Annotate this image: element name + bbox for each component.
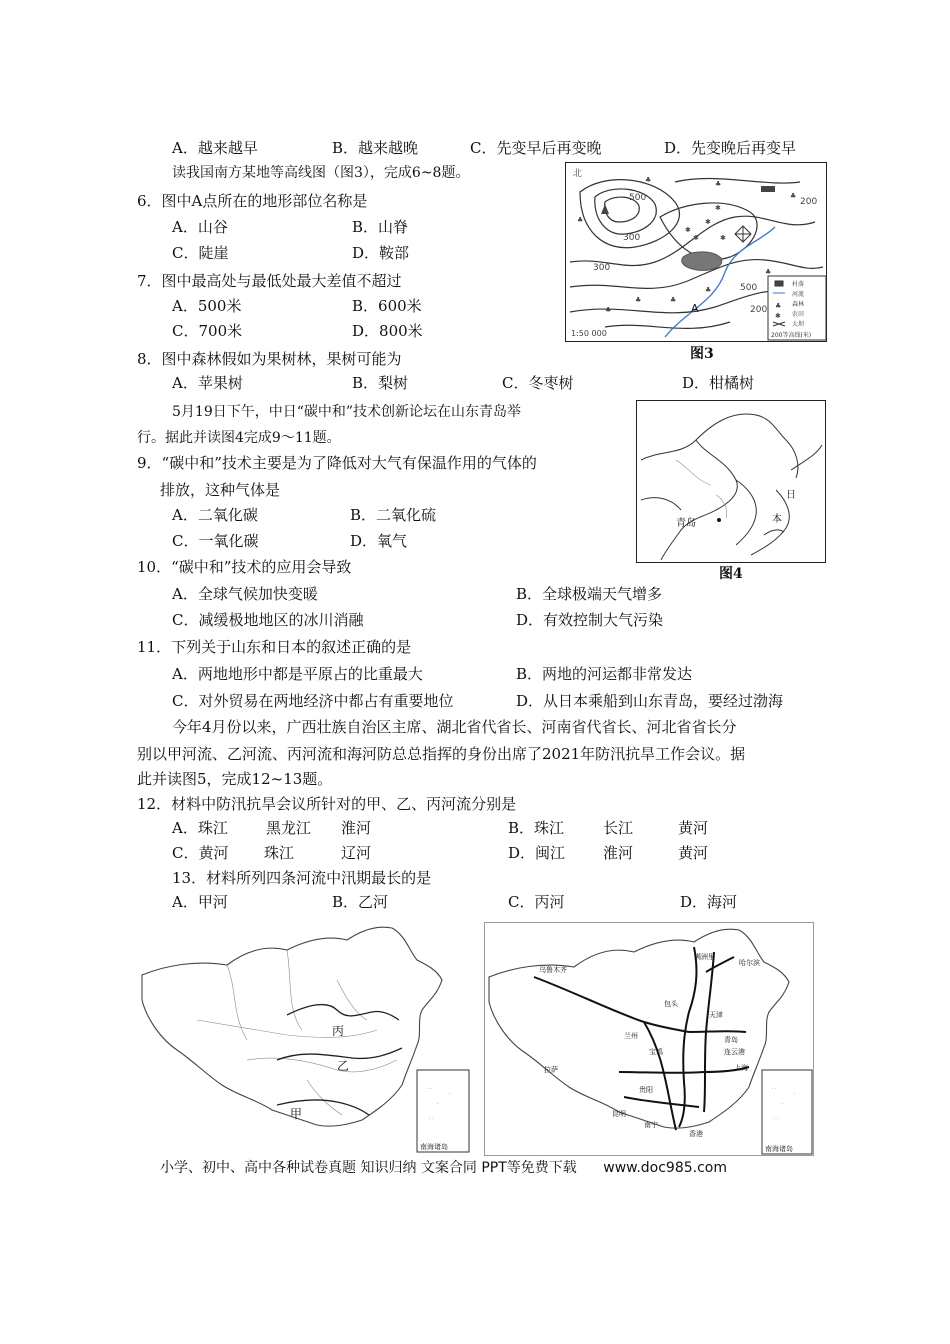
city-guiyang: 贵阳 [639,1086,653,1094]
city-lanzhou: 兰州 [624,1032,638,1040]
city-manzhouli: 满洲里 [694,953,715,961]
q11-option-c: C．对外贸易在两地经济中都占有重要地位 [172,692,454,710]
legend-dam: 大坝 [792,321,805,328]
legend-river: 河流 [792,291,805,298]
q12-option-d-2: 淮河 [603,844,634,862]
svg-text:♣: ♣ [775,302,782,310]
svg-text:♣: ♣ [577,216,584,224]
contour-label-500a: 500 [629,193,647,203]
svg-text:· ·: · · [772,1086,777,1092]
svg-text:♣: ♣ [715,180,722,188]
figure-3-caption: 图3 [690,346,714,362]
figure-3-contour-map [565,162,827,342]
q13-option-b: B．乙河 [332,893,389,911]
figure-4-map [636,400,826,563]
q7-option-c: C．700米 [172,322,243,340]
q7-option-d: D．800米 [352,322,423,340]
q9-option-c: C．一氧化碳 [172,532,259,550]
q7-stem: 7．图中最高处与最低处最大差值不超过 [137,272,402,290]
q13-stem: 13．材料所列四条河流中汛期最长的是 [172,869,432,887]
svg-text:·: · [782,1101,784,1107]
q12-option-b-1: B．珠江 [508,819,565,837]
city-urumqi: 乌鲁木齐 [539,966,567,974]
contour-label-200a: 200 [750,305,768,315]
q12-option-d-3: 黄河 [678,844,709,862]
q6-stem: 6．图中A点所在的地形部位名称是 [137,192,368,210]
q11-stem: 11．下列关于山东和日本的叙述正确的是 [137,638,412,656]
q12-option-b-2: 长江 [603,819,634,837]
left-inset-label: 南海诸岛 [420,1143,448,1151]
q11-option-b: B．两地的河运都非常发达 [516,665,693,683]
svg-text:♣: ♣ [605,306,612,314]
city-hongkong: 香港 [689,1130,703,1138]
svg-text:♣: ♣ [705,286,712,294]
figure-4-caption: 图4 [719,566,743,582]
svg-text:♣: ♣ [635,296,642,304]
q8-stem: 8．图中森林假如为果树林，果树可能为 [137,350,402,368]
svg-text:♣: ♣ [645,176,652,184]
q11-option-a: A．两地地形中都是平原占的比重最大 [172,665,423,683]
svg-text:✱: ✱ [693,234,699,242]
point-a-label: A [691,302,699,315]
city-baoji: 宝鸡 [649,1048,663,1056]
q9-stem-line2: 排放，这种气体是 [160,481,281,499]
figure-5-railways-map [484,922,814,1156]
q5-option-b: B．越来越晚 [332,139,419,157]
q13-option-c: C．丙河 [508,893,565,911]
svg-text:·: · [449,1091,451,1097]
q12-option-a-3: 淮河 [341,819,372,837]
svg-text:·: · [794,1091,796,1097]
city-lhasa: 拉萨 [544,1066,558,1074]
legend-village: 村落 [792,281,805,288]
q8-option-a: A．苹果树 [172,374,243,392]
contour-label-300b: 300 [593,263,611,273]
label-qingdao: 青岛 [676,518,696,529]
q8-option-d: D．柑橘树 [682,374,755,392]
label-japan-ri: 日 [786,490,796,501]
svg-text:· ·: · · [429,1116,434,1122]
contour-label-200b: 200 [800,197,818,207]
svg-text:♣: ♣ [790,192,797,200]
contour-label-300a: 300 [623,233,641,243]
city-nanning: 南宁 [644,1121,658,1129]
contour-label-500b: 500 [740,283,758,293]
intro-9-11-line1: 5月19日下午，中日“碳中和”技术创新论坛在山东青岛举 [172,404,522,420]
svg-text:·: · [437,1101,439,1107]
svg-text:✱: ✱ [775,312,781,320]
city-kunming: 昆明 [612,1110,626,1118]
intro-12-13-line2: 别以甲河流、乙河流、丙河流和海河防总总指挥的身份出席了2021年防汛抗旱工作会议。据 [137,745,746,763]
intro-9-11-line2: 行。据此并读图4完成9～11题。 [137,430,341,446]
legend-contour: 200等高线(米) [771,332,812,339]
q9-option-a: A．二氧化碳 [172,506,258,524]
q8-option-b: B．梨树 [352,374,409,392]
right-inset-label: 南海诸岛 [765,1145,793,1153]
figure-3-scale: 1:50 000 [571,329,607,338]
q10-option-a: A．全球气候加快变暖 [172,585,318,603]
figure-5-rivers-map [137,920,472,1156]
figure-3-north-arrow: 北 [573,169,583,179]
legend-forest: 森林 [792,301,805,308]
q7-option-a: A．500米 [172,297,242,315]
q12-option-c-2: 珠江 [264,844,295,862]
intro-6-8: 读我国南方某地等高线图（图3），完成6~8题。 [172,165,470,181]
q9-stem-line1: 9．“碳中和”技术主要是为了降低对大气有保温作用的气体的 [137,454,537,472]
svg-text:✱: ✱ [720,234,726,242]
city-baotou: 包头 [664,1000,678,1008]
page-footer [160,1157,727,1177]
svg-text:· ·: · · [427,1086,432,1092]
q5-option-a: A．越来越早 [172,139,258,157]
q12-option-c-1: C．黄河 [172,844,229,862]
q12-option-a-2: 黑龙江 [266,819,312,837]
q12-stem: 12．材料中防汛抗旱会议所针对的甲、乙、丙河流分别是 [137,795,517,813]
q12-option-a-1: A．珠江 [172,819,228,837]
q12-option-c-3: 辽河 [341,844,372,862]
footer-url[interactable]: www.doc985.com [603,1160,727,1176]
svg-text:✱: ✱ [715,204,721,212]
river-label-bing: 丙 [332,1024,345,1038]
svg-text:· ·: · · [774,1116,779,1122]
q6-option-b: B．山脊 [352,218,409,236]
q10-stem: 10．“碳中和”技术的应用会导致 [137,558,352,576]
q13-option-a: A．甲河 [172,893,228,911]
q10-option-d: D．有效控制大气污染 [516,611,664,629]
river-label-jia: 甲 [290,1107,303,1121]
footer-text: 小学、初中、高中各种试卷真题 知识归纳 文案合同 PPT等免费下载 [160,1160,577,1176]
q6-option-a: A．山谷 [172,218,228,236]
q8-option-c: C．冬枣树 [502,374,574,392]
q7-option-b: B．600米 [352,297,422,315]
q6-option-d: D．鞍部 [352,244,410,262]
city-tianjin: 天津 [709,1011,723,1019]
city-qingdao: 青岛 [724,1036,738,1044]
city-lianyungang: 连云港 [724,1048,745,1056]
q5-option-d: D．先变晚后再变早 [664,139,797,157]
city-shanghai: 上海 [734,1064,748,1072]
intro-12-13-line1: 今年4月份以来，广西壮族自治区主席、湖北省代省长、河南省代省长、河北省省长分 [172,718,737,736]
svg-text:✱: ✱ [705,218,711,226]
q6-option-c: C．陡崖 [172,244,229,262]
svg-text:♣: ♣ [765,268,772,276]
svg-text:♣: ♣ [670,296,677,304]
intro-12-13-line3: 此并读图5，完成12~13题。 [137,770,333,788]
legend-farmland: 农田 [792,311,805,318]
q13-option-d: D．海河 [680,893,738,911]
q11-option-d: D．从日本乘船到山东青岛，要经过渤海 [516,692,784,710]
svg-text:✱: ✱ [685,226,691,234]
river-label-yi: 乙 [337,1059,350,1073]
q10-option-c: C．减缓极地地区的冰川消融 [172,611,364,629]
q9-option-b: B．二氧化硫 [350,506,437,524]
q9-option-d: D．氧气 [350,532,408,550]
q12-option-d-1: D．闽江 [508,844,566,862]
q10-option-b: B．全球极端天气增多 [516,585,663,603]
q12-option-b-3: 黄河 [678,819,709,837]
q5-option-c: C．先变早后再变晚 [470,139,602,157]
label-japan-ben: 本 [772,514,782,525]
city-harbin: 哈尔滨 [739,959,760,967]
